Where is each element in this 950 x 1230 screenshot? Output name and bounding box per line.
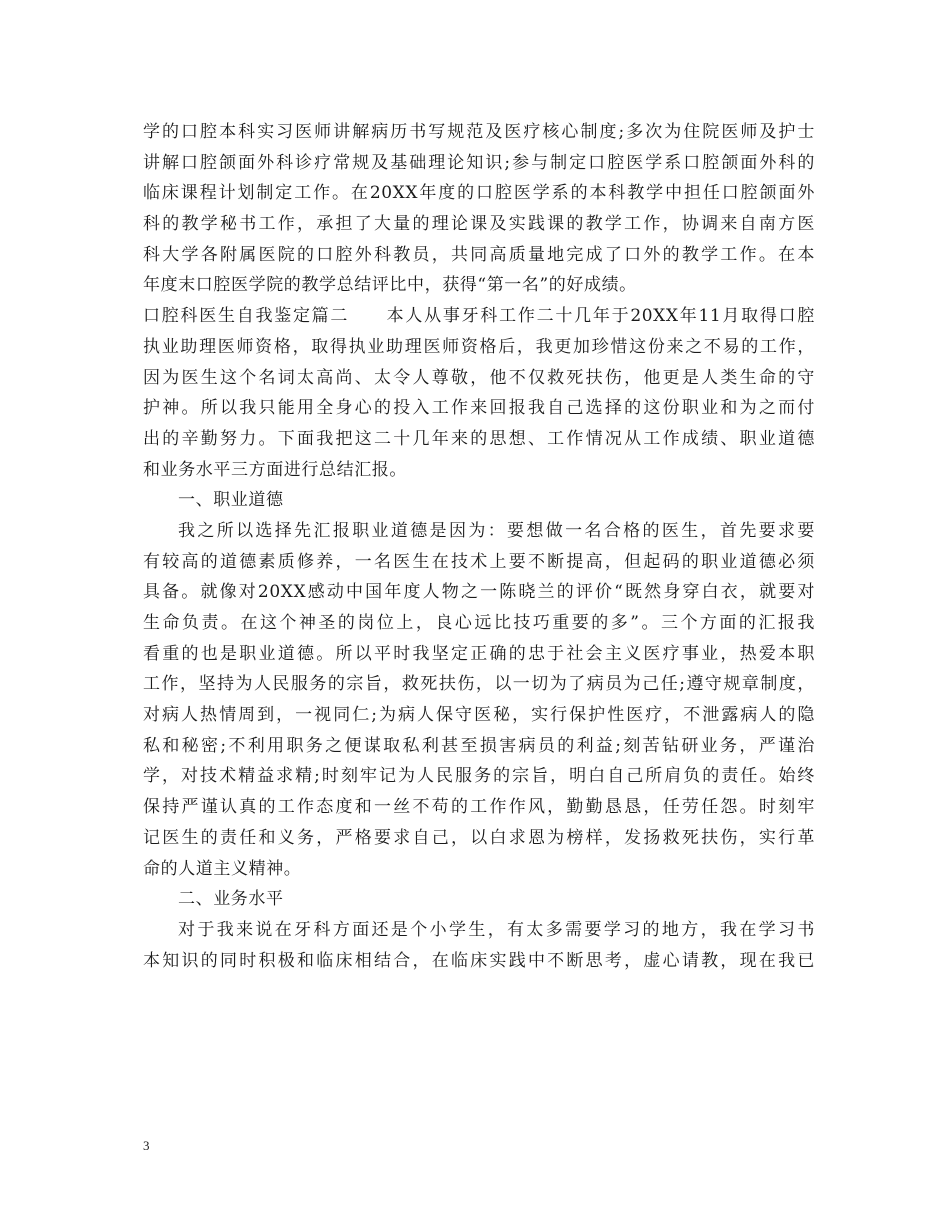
text-line: 因为医生这个名词太高尚、太令人尊敬，他不仅救死扶伤，他更是人类生命的守 <box>143 367 815 388</box>
text-line: 生命负责。在这个神圣的岗位上，良心远比技巧重要的多”。三个方面的汇报我 <box>143 613 815 633</box>
text-line: 私和秘密;不利用职务之便谋取私利甚至损害病员的利益;刻苦钻研业务，严谨治 <box>143 735 815 756</box>
text-line: 命的人道主义精神。 <box>143 858 302 879</box>
subheading-professional-ethics: 一、职业道德 <box>178 490 284 511</box>
text-line: 临床课程计划制定工作。在20XX年度的口腔医学系的本科教学中担任口腔颌面外 <box>143 183 815 204</box>
text-line: 保持严谨认真的工作态度和一丝不苟的工作作风，勤勤恳恳，任劳任怨。时刻牢 <box>143 797 815 818</box>
text-line: 科的教学秘书工作，承担了大量的理论课及实践课的教学工作，协调来自南方医 <box>143 214 815 235</box>
text-line: 讲解口腔颌面外科诊疗常规及基础理论知识;参与制定口腔医学系口腔颌面外科的 <box>143 152 815 173</box>
text-line: 记医生的责任和义务，严格要求自己，以白求恩为榜样，发扬救死扶伤，实行革 <box>143 827 815 848</box>
text-line: 学的口腔本科实习医师讲解病历书写规范及医疗核心制度;多次为住院医师及护士 <box>143 122 815 142</box>
text-line: 科大学各附属医院的口腔外科教员，共同高质量地完成了口外的教学工作。在本 <box>143 244 815 265</box>
text-line: 和业务水平三方面进行总结汇报。 <box>143 459 407 480</box>
text-line: 具备。就像对20XX感动中国年度人物之一陈晓兰的评价“既然身穿白衣，就要对 <box>143 582 815 603</box>
text-line: 学，对技术精益求精;时刻牢记为人民服务的宗旨，明白自己所肩负的责任。始终 <box>143 766 815 787</box>
text-line: 工作，坚持为人民服务的宗旨，救死扶伤，以一切为了病员为己任;遵守规章制度， <box>143 674 815 695</box>
section-heading-line: 口腔科医生自我鉴定篇二 本人从事牙科工作二十几年于20XX年11月取得口腔 <box>143 306 815 327</box>
text-line: 护神。所以我只能用全身心的投入工作来回报我自己选择的这份职业和为之而付 <box>143 398 815 419</box>
text-line: 对于我来说在牙科方面还是个小学生，有太多需要学习的地方，我在学习书 <box>178 919 815 940</box>
text-line: 出的辛勤努力。下面我把这二十几年来的思想、工作情况从工作成绩、职业道德 <box>143 428 815 449</box>
text-line: 执业助理医师资格，取得执业助理医师资格后，我更加珍惜这份来之不易的工作， <box>143 336 815 357</box>
text-line: 年度末口腔医学院的教学总结评比中，获得“第一名”的好成绩。 <box>143 275 637 296</box>
text-line: 本知识的同时积极和临床相结合，在临床实践中不断思考，虚心请教，现在我已 <box>143 950 815 971</box>
text-line: 我之所以选择先汇报职业道德是因为：要想做一名合格的医生，首先要求要 <box>178 520 815 541</box>
text-line: 看重的也是职业道德。所以平时我坚定正确的忠于社会主义医疗事业，热爱本职 <box>143 643 815 664</box>
page-number: 3 <box>143 1138 150 1153</box>
document-body <box>143 117 815 976</box>
text-line: 有较高的道德素质修养，一名医生在技术上要不断提高，但起码的职业道德必须 <box>143 551 815 572</box>
subheading-professional-level: 二、业务水平 <box>178 889 284 910</box>
text-line: 对病人热情周到，一视同仁;为病人保守医秘，实行保护性医疗，不泄露病人的隐 <box>143 705 815 726</box>
